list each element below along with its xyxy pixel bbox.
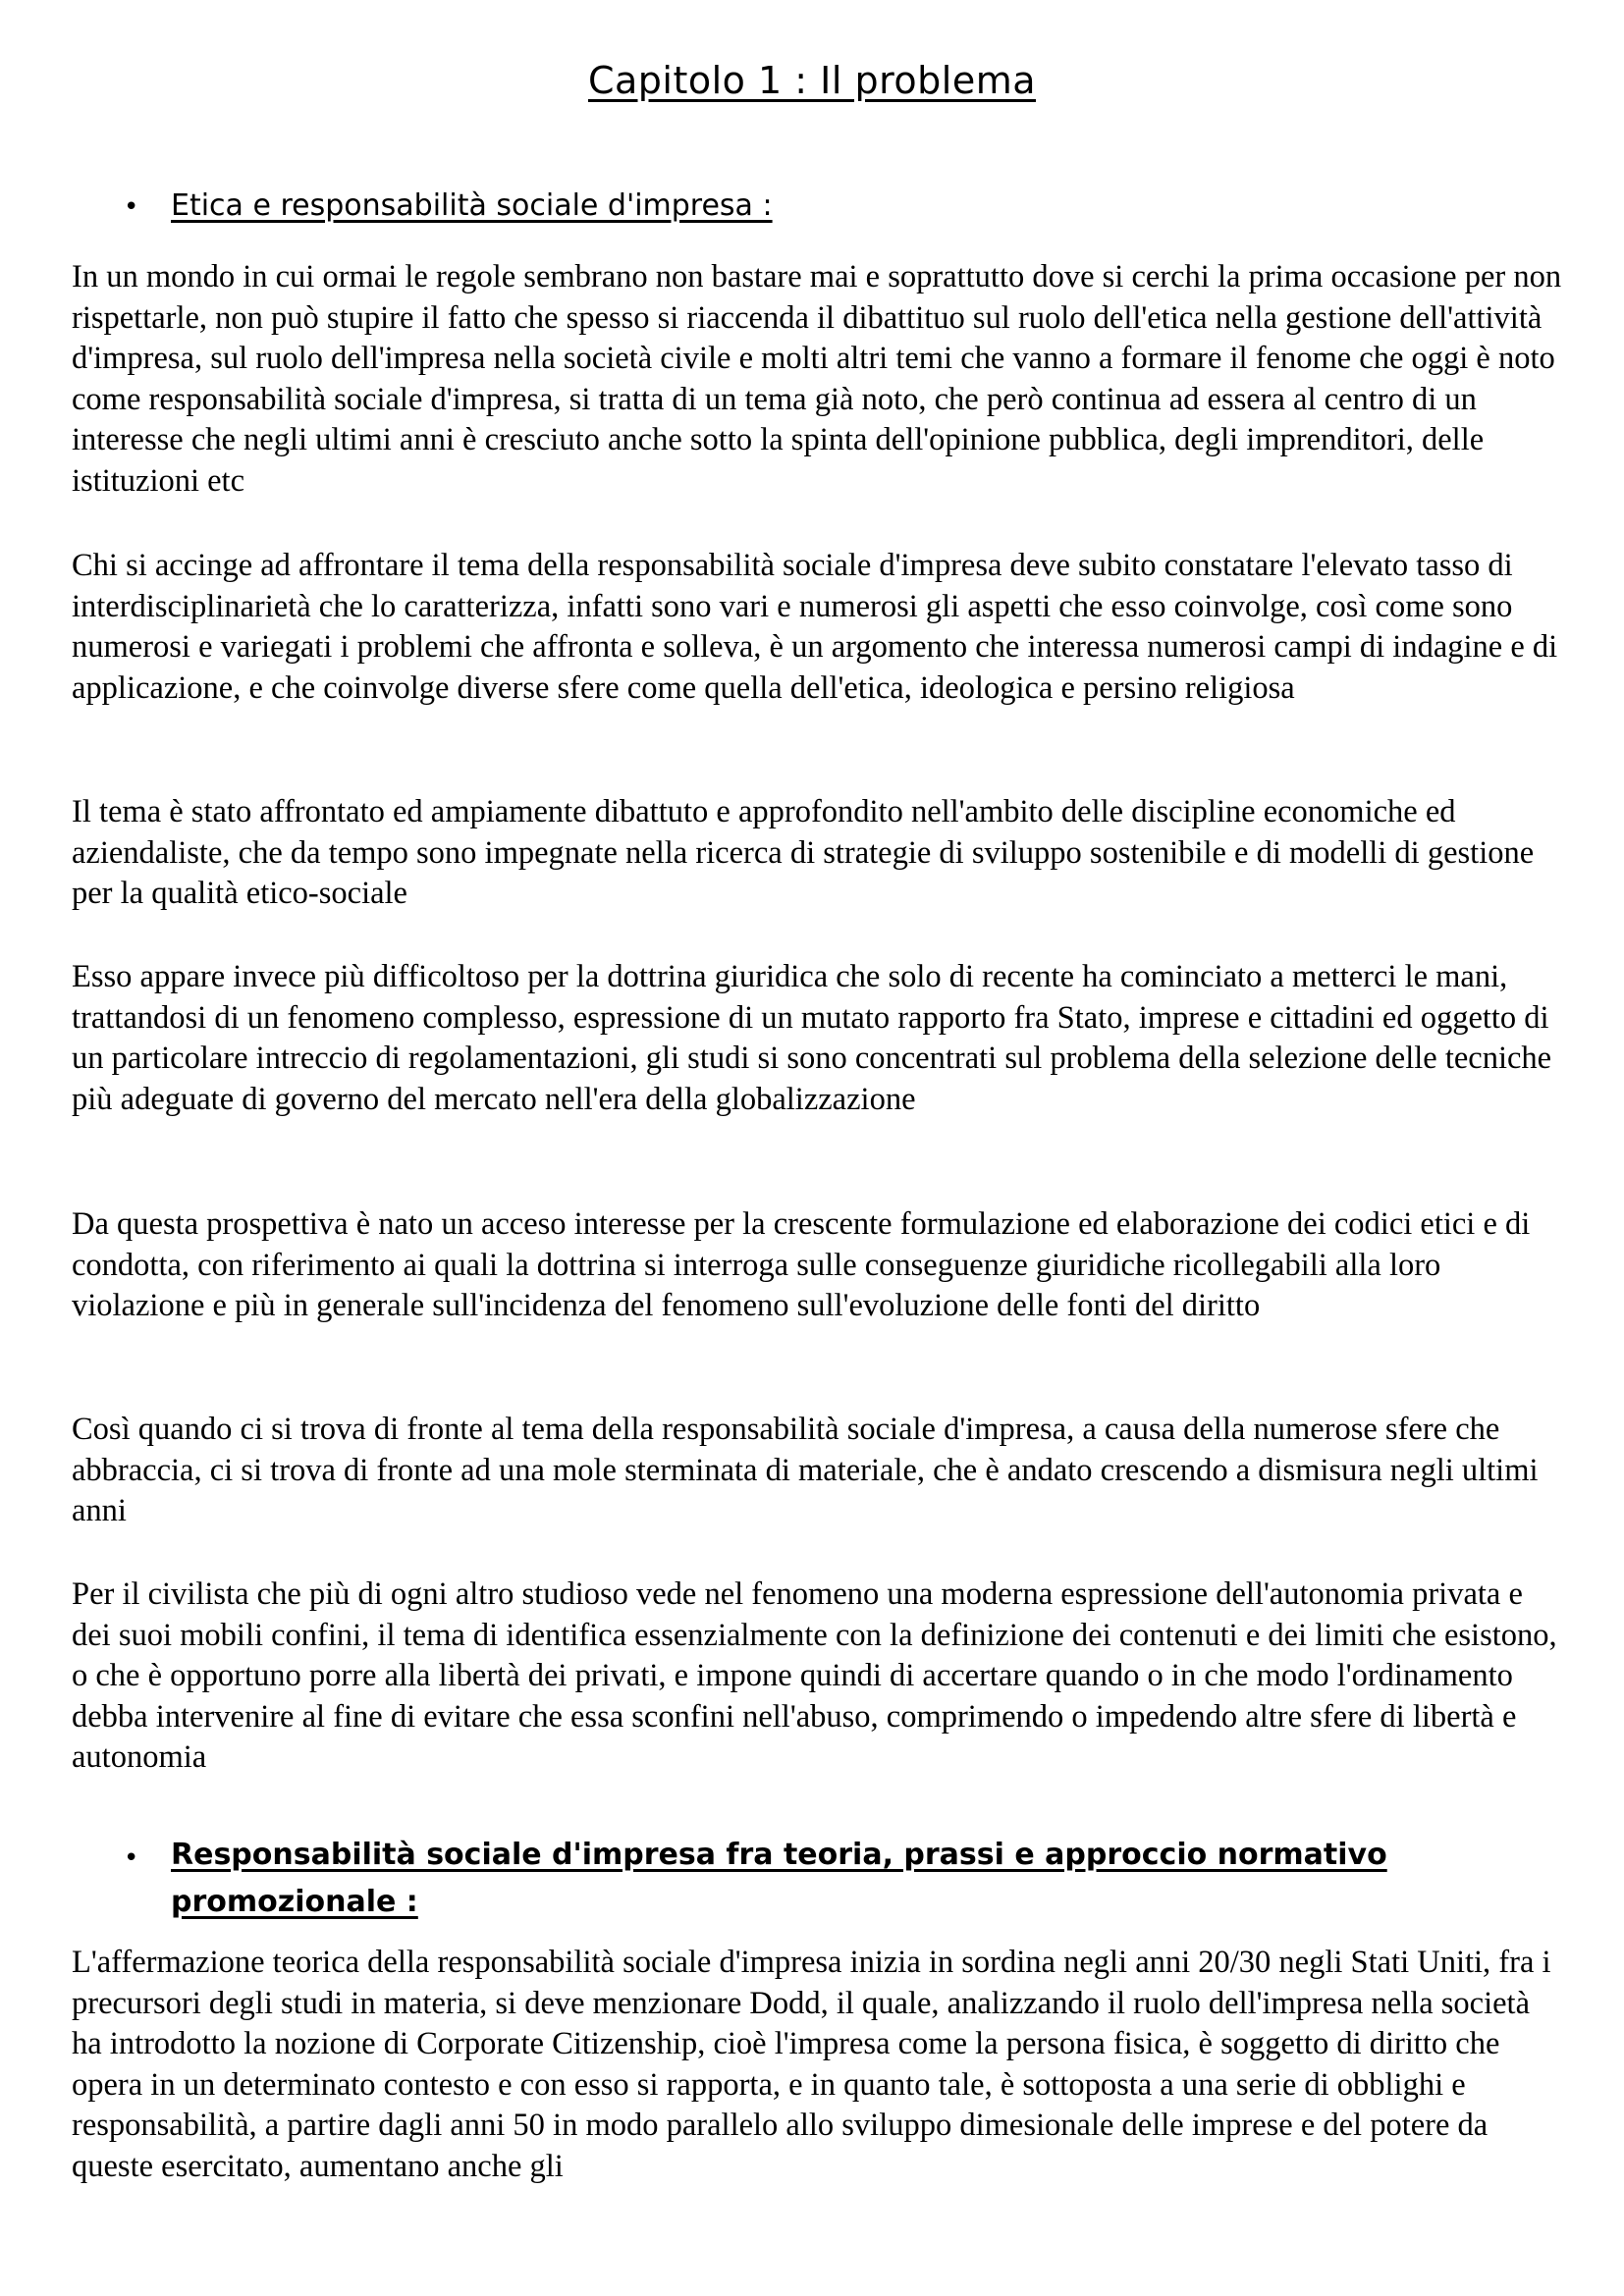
paragraph: Da questa prospettiva è nato un acceso interesse per la crescente formulazione ed elaborazione dei codici etici e di condotta, con riferimento ai quali la dottrina si interroga sulle conseguenze giuridiche ricollegabili alla loro violazione e più in generale sull'incidenza del fenomeno sull'evoluzione delle fonti del diritto xyxy=(72,1206,1531,1323)
section-heading-normative: Responsabilità sociale d'impresa fra teoria, prassi e approccio normativo promozionale : xyxy=(171,1838,1387,1919)
bullet-icon: • xyxy=(124,1843,139,1873)
paragraph: L'affermazione teorica della responsabilità sociale d'impresa inizia in sordina negli anni 20/30 negli Stati Uniti, fra i precursori degli studi in materia, si deve menzionare Dodd, il quale, analizzando il ruolo dell'impresa nella società ha introdotto la nozione di Corporate Citizenship, cioè l'impresa come la persona fisica, è soggetto di diritto che opera in un determinato contesto e con esso si rapporta, e in quanto tale, è sottoposta a una serie di obblighi e responsabilità, a partire dagli anni 50 in modo parallelo allo sviluppo dimesionale delle imprese e del potere da queste esercitato, aumentano anche gli xyxy=(72,1945,1551,2184)
paragraph: Così quando ci si trova di fronte al tema della responsabilità sociale d'impresa, a causa della numerose sfere che abbraccia, ci si trova di fronte ad una mole sterminata di materiale, che è andato crescendo a dismisura negli ultimi anni xyxy=(72,1412,1539,1528)
paragraph: Esso appare invece più difficoltoso per la dottrina giuridica che solo di recente ha cominciato a metterci le mani, trattandosi di un fenomeno complesso, espressione di un mutato rapporto fra Stato, imprese e cittadini ed oggetto di un particolare intreccio di regolamentazioni, gli studi si sono concentrati sul problema della selezione delle tecniche più adeguate di governo del mercato nell'era della globalizzazione xyxy=(72,959,1552,1117)
paragraph: Il tema è stato affrontato ed ampiamente dibattuto e approfondito nell'ambito delle discipline economiche ed aziendaliste, che da tempo sono impegnate nella ricerca di strategie di sviluppo sostenibile e di modelli di gestione per la qualità etico-sociale xyxy=(72,794,1535,911)
paragraph: In un mondo in cui ormai le regole sembrano non bastare mai e soprattutto dove si cerchi la prima occasione per non rispettarle, non può stupire il fatto che spesso si riaccenda il dibattituo sul ruolo dell'etica nella gestione dell'attività d'impresa, sul ruolo dell'impresa nella società civile e molti altri temi che vanno a formare il fenome che oggi è noto come responsabilità sociale d'impresa, si tratta di un tema già noto, che però continua ad essera al centro di un interesse che negli ultimi anni è cresciuto anche sotto la spinta dell'opinione pubblica, degli imprenditori, delle istituzioni etc xyxy=(72,259,1562,499)
paragraph: Chi si accinge ad affrontare il tema della responsabilità sociale d'impresa deve subito constatare l'elevato tasso di interdisciplinarietà che lo caratterizza, infatti sono vari e numerosi gli aspetti che esso coinvolge, così come sono numerosi e variegati i problemi che affronta e solleva, è un argomento che interessa numerosi campi di indagine e di applicazione, e che coinvolge diverse sfere come quella dell'etica, ideologica e persino religiosa xyxy=(72,548,1558,706)
chapter-title: Capitolo 1 : Il problema xyxy=(587,59,1037,102)
bullet-icon: • xyxy=(124,192,139,222)
paragraph: Per il civilista che più di ogni altro studioso vede nel fenomeno una moderna espressione dell'autonomia privata e dei suoi mobili confini, il tema di identifica essenzialmente con la definizione dei contenuti e dei limiti che esistono, o che è opportuno porre alla libertà dei privati, e impone quindi di accertare quando o in che modo l'ordinamento debba intervenire al fine di evitare che essa sconfini nell'abuso, comprimendo o impedendo altre sfere di libertà e autonomia xyxy=(72,1576,1557,1775)
section-heading-ethics: Etica e responsabilità sociale d'impresa : xyxy=(171,188,773,223)
